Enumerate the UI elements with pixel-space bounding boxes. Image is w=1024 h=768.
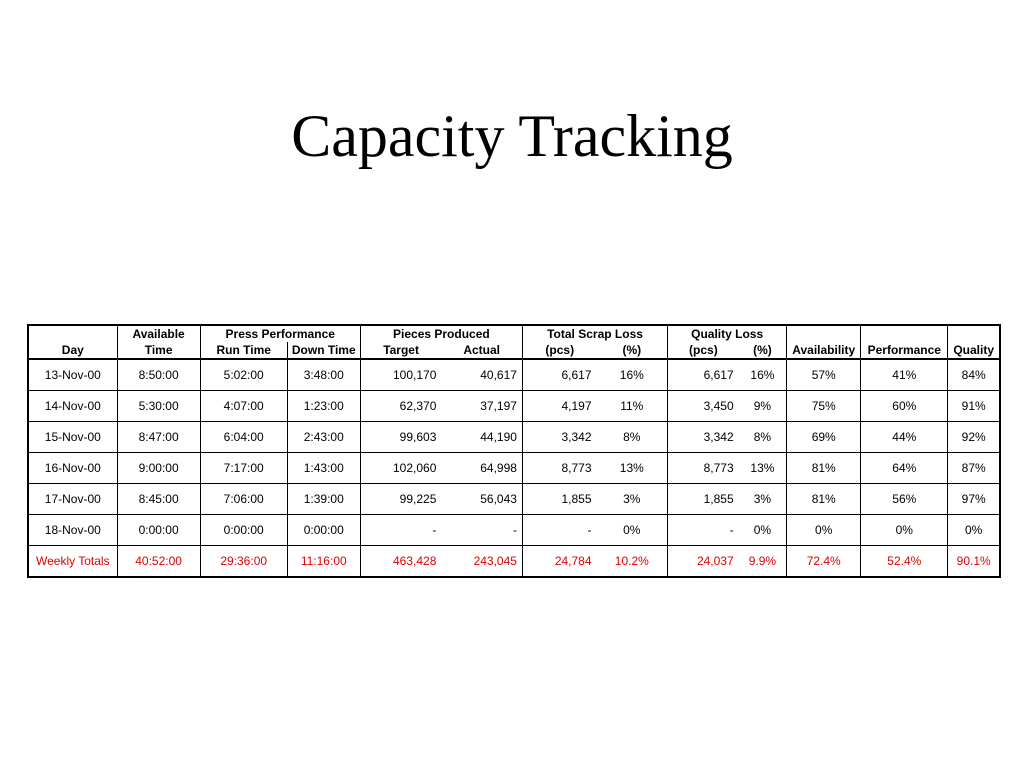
cell-day: 14-Nov-00 — [28, 391, 117, 422]
cell-availability: 72.4% — [787, 546, 861, 578]
cell-down-time: 3:48:00 — [287, 359, 360, 391]
header-scrap-pct: (%) — [597, 342, 668, 359]
cell-down-time: 1:23:00 — [287, 391, 360, 422]
cell-scrap-pcs: 24,784 — [522, 546, 596, 578]
cell-scrap-pcs: 3,342 — [522, 422, 596, 453]
cell-run-time: 7:06:00 — [200, 484, 287, 515]
cell-target: 102,060 — [360, 453, 441, 484]
cell-down-time: 1:39:00 — [287, 484, 360, 515]
cell-actual: 243,045 — [441, 546, 522, 578]
cell-target: - — [360, 515, 441, 546]
table-row — [28, 422, 1000, 453]
cell-quality-loss-pct: 9.9% — [739, 546, 787, 578]
header-quality-loss-pcs: (pcs) — [668, 342, 739, 359]
cell-day: 15-Nov-00 — [28, 422, 117, 453]
cell-quality: 87% — [948, 453, 1000, 484]
cell-available-time: 9:00:00 — [117, 453, 200, 484]
cell-performance: 44% — [861, 422, 948, 453]
cell-actual: 37,197 — [441, 391, 522, 422]
cell-quality: 84% — [948, 359, 1000, 391]
cell-available-time: 8:50:00 — [117, 359, 200, 391]
header-pieces-produced: Pieces Produced — [360, 325, 522, 342]
header-quality-top — [948, 325, 1000, 342]
cell-day: 13-Nov-00 — [28, 359, 117, 391]
cell-quality: 0% — [948, 515, 1000, 546]
cell-down-time: 11:16:00 — [287, 546, 360, 578]
cell-quality-loss-pct: 9% — [739, 391, 787, 422]
cell-target: 100,170 — [360, 359, 441, 391]
header-availability: Availability — [787, 342, 861, 359]
cell-quality: 92% — [948, 422, 1000, 453]
cell-performance: 56% — [861, 484, 948, 515]
page-title: Capacity Tracking — [291, 103, 733, 169]
header-performance-top — [861, 325, 948, 342]
cell-run-time: 4:07:00 — [200, 391, 287, 422]
cell-quality-loss-pct: 13% — [739, 453, 787, 484]
cell-day: 17-Nov-00 — [28, 484, 117, 515]
cell-scrap-pct: 13% — [597, 453, 668, 484]
cell-scrap-pct: 10.2% — [597, 546, 668, 578]
cell-actual: 56,043 — [441, 484, 522, 515]
cell-performance: 64% — [861, 453, 948, 484]
capacity-table — [27, 324, 1001, 578]
cell-quality: 90.1% — [948, 546, 1000, 578]
cell-scrap-pcs: 6,617 — [522, 359, 596, 391]
cell-quality-loss-pcs: 24,037 — [668, 546, 739, 578]
cell-availability: 57% — [787, 359, 861, 391]
header-quality: Quality — [948, 342, 1000, 359]
cell-available-time: 8:45:00 — [117, 484, 200, 515]
cell-run-time: 0:00:00 — [200, 515, 287, 546]
cell-quality-loss-pcs: 8,773 — [668, 453, 739, 484]
cell-quality: 97% — [948, 484, 1000, 515]
header-target: Target — [360, 342, 441, 359]
cell-quality-loss-pct: 8% — [739, 422, 787, 453]
cell-day: 16-Nov-00 — [28, 453, 117, 484]
cell-run-time: 6:04:00 — [200, 422, 287, 453]
cell-available-time: 40:52:00 — [117, 546, 200, 578]
cell-actual: 40,617 — [441, 359, 522, 391]
header-down-time: Down Time — [287, 342, 360, 359]
cell-quality: 91% — [948, 391, 1000, 422]
cell-quality-loss-pcs: 3,342 — [668, 422, 739, 453]
cell-scrap-pct: 11% — [597, 391, 668, 422]
cell-performance: 60% — [861, 391, 948, 422]
cell-scrap-pct: 16% — [597, 359, 668, 391]
cell-quality-loss-pct: 3% — [739, 484, 787, 515]
cell-quality-loss-pcs: 3,450 — [668, 391, 739, 422]
cell-available-time: 5:30:00 — [117, 391, 200, 422]
cell-target: 62,370 — [360, 391, 441, 422]
cell-quality-loss-pcs: 1,855 — [668, 484, 739, 515]
table-row — [28, 391, 1000, 422]
cell-available-time: 0:00:00 — [117, 515, 200, 546]
table-row — [28, 515, 1000, 546]
cell-quality-loss-pct: 16% — [739, 359, 787, 391]
cell-run-time: 5:02:00 — [200, 359, 287, 391]
cell-scrap-pcs: 1,855 — [522, 484, 596, 515]
cell-target: 99,225 — [360, 484, 441, 515]
header-quality-loss: Quality Loss — [668, 325, 787, 342]
capacity-table-container — [27, 324, 1001, 578]
cell-down-time: 0:00:00 — [287, 515, 360, 546]
cell-target: 463,428 — [360, 546, 441, 578]
cell-availability: 69% — [787, 422, 861, 453]
cell-day: Weekly Totals — [28, 546, 117, 578]
cell-down-time: 2:43:00 — [287, 422, 360, 453]
header-actual: Actual — [441, 342, 522, 359]
cell-actual: 64,998 — [441, 453, 522, 484]
cell-scrap-pct: 8% — [597, 422, 668, 453]
header-row-bottom — [28, 342, 1000, 359]
table-row — [28, 359, 1000, 391]
cell-run-time: 7:17:00 — [200, 453, 287, 484]
cell-actual: - — [441, 515, 522, 546]
totals-row — [28, 546, 1000, 578]
header-available: Available — [117, 325, 200, 342]
cell-scrap-pct: 3% — [597, 484, 668, 515]
cell-availability: 81% — [787, 484, 861, 515]
header-run-time: Run Time — [200, 342, 287, 359]
header-row-top — [28, 325, 1000, 342]
cell-down-time: 1:43:00 — [287, 453, 360, 484]
cell-availability: 0% — [787, 515, 861, 546]
header-performance: Performance — [861, 342, 948, 359]
header-availability-top — [787, 325, 861, 342]
cell-scrap-pcs: 8,773 — [522, 453, 596, 484]
cell-scrap-pct: 0% — [597, 515, 668, 546]
cell-performance: 41% — [861, 359, 948, 391]
cell-availability: 81% — [787, 453, 861, 484]
cell-target: 99,603 — [360, 422, 441, 453]
cell-performance: 0% — [861, 515, 948, 546]
table-row — [28, 484, 1000, 515]
cell-quality-loss-pct: 0% — [739, 515, 787, 546]
header-press-performance: Press Performance — [200, 325, 360, 342]
cell-run-time: 29:36:00 — [200, 546, 287, 578]
cell-availability: 75% — [787, 391, 861, 422]
cell-day: 18-Nov-00 — [28, 515, 117, 546]
header-total-scrap-loss: Total Scrap Loss — [522, 325, 667, 342]
cell-quality-loss-pcs: 6,617 — [668, 359, 739, 391]
cell-available-time: 8:47:00 — [117, 422, 200, 453]
cell-quality-loss-pcs: - — [668, 515, 739, 546]
table-row — [28, 453, 1000, 484]
cell-actual: 44,190 — [441, 422, 522, 453]
cell-scrap-pcs: - — [522, 515, 596, 546]
header-day: Day — [28, 342, 117, 359]
header-quality-loss-pct: (%) — [739, 342, 787, 359]
cell-scrap-pcs: 4,197 — [522, 391, 596, 422]
header-scrap-pcs: (pcs) — [522, 342, 596, 359]
cell-performance: 52.4% — [861, 546, 948, 578]
header-time: Time — [117, 342, 200, 359]
header-day-top — [28, 325, 117, 342]
